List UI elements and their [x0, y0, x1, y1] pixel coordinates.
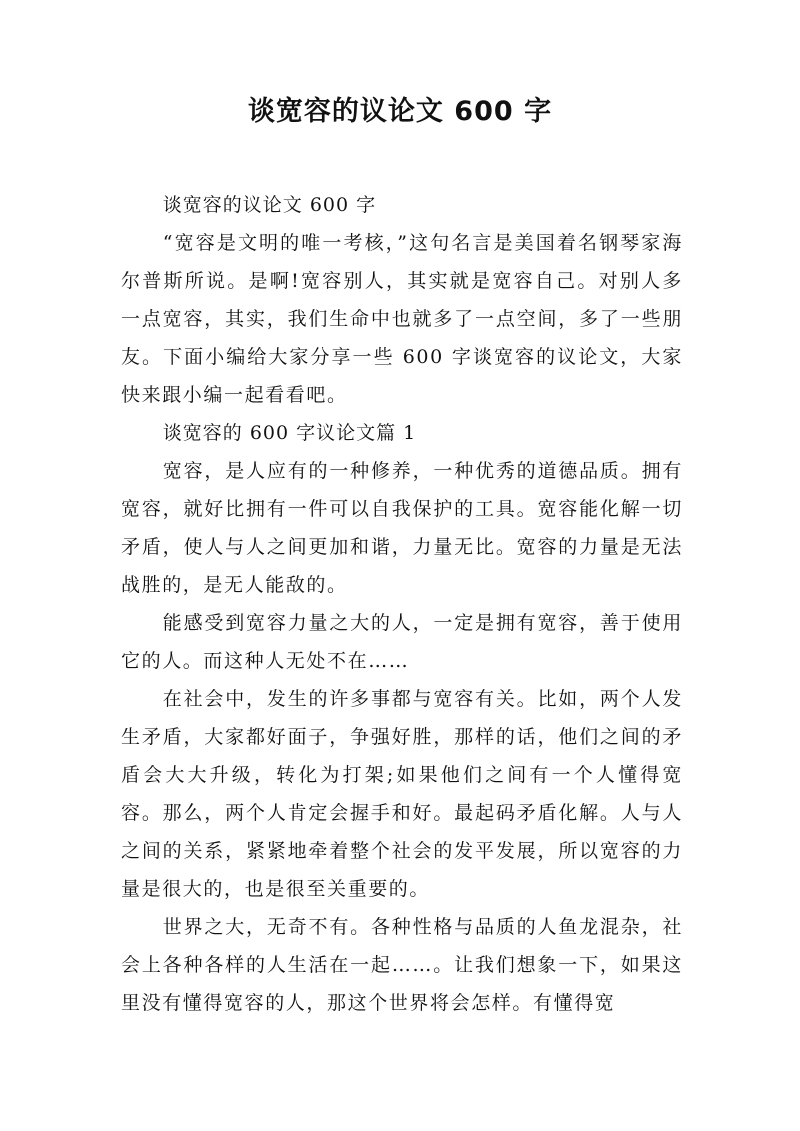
body-paragraph: 在社会中，发生的许多事都与宽容有关。比如，两个人发生矛盾，大家都好面子，争强好胜，那样的话，他们之间的矛盾会大大升级，转化为打架;如果他们之间有一个人懂得宽容。那么，两个人肯定会握手和好。最起码矛盾化解。人与人之间的关系，紧紧地牵着整个社会的发平发展，所以宽容的力量是很大的，也是很至关重要的。: [121, 688, 683, 900]
section-heading-paragraph: 谈宽容的 600 字议论文篇 1: [162, 422, 417, 444]
body-paragraph: 宽容，是人应有的一种修养，一种优秀的道德品质。拥有宽容，就好比拥有一件可以自我保护的工具。宽容能化解一切矛盾，使人与人之间更加和谐，力量无比。宽容的力量是无法战胜的，是无人能敌的。: [121, 460, 683, 596]
body-paragraph: 世界之大，无奇不有。各种性格与品质的人鱼龙混杂，社会上各种各样的人生活在一起……。让我们想象一下，如果这里没有懂得宽容的人，那这个世界将会怎样。有懂得宽: [121, 916, 683, 1014]
document-body: [121, 186, 683, 1022]
intro-paragraph: “宽容是文明的唯一考核，”这句名言是美国着名钢琴家海尔普斯所说。是啊!宽容别人，其实就是宽容自己。对别人多一点宽容，其实，我们生命中也就多了一点空间，多了一些朋友。下面小编给大家分享一些 600 字谈宽容的议论文，大家快来跟小编一起看看吧。: [121, 232, 683, 406]
body-paragraph: 能感受到宽容力量之大的人，一定是拥有宽容，善于使用它的人。而这种人无处不在……: [121, 612, 683, 672]
document-title: 谈宽容的议论文 600 字: [247, 96, 553, 127]
subtitle-paragraph: 谈宽容的议论文 600 字: [162, 194, 377, 216]
